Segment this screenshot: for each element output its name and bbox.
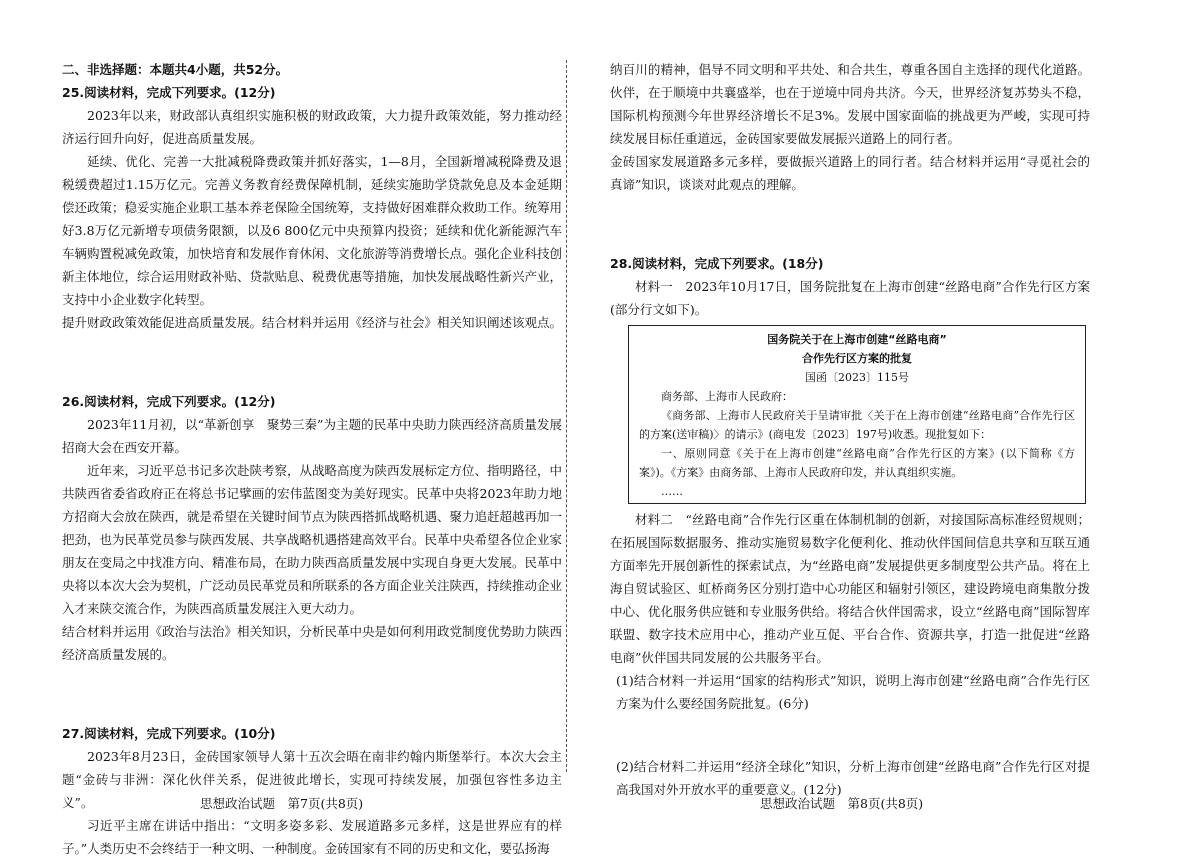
q26-question: 结合材料并运用《政治与法治》相关知识，分析民革中央是如何利用政党制度优势助力陕西经济高质量发展的。: [62, 624, 563, 662]
q27-question: 金砖国家发展道路多元多样，要做振兴道路上的同行者。结合材料并运用“寻觅社会的真谛”知识，谈谈对此观点的理解。: [610, 154, 1090, 192]
q27-paragraph-1: 2023年8月23日，金砖国家领导人第十五次会晤在南非约翰内斯堡举行。本次大会主题“金砖与非洲：深化伙伴关系，促进彼此增长，实现可持续发展，加强包容性多边主义”。: [62, 749, 562, 810]
doc-title-line-1: 国务院关于在上海市创建“丝路电商”: [767, 333, 947, 346]
q26-paragraph-1: 2023年11月初，以“革新创享 聚势三秦”为主题的民革中央助力陕西经济高质量发展招商大会在西安开幕。: [62, 417, 562, 455]
q26-title: 26.阅读材料，完成下列要求。(12分): [62, 394, 276, 409]
q27-continuation: 纳百川的精神，倡导不同文明和平共处、和合共生，尊重各国自主选择的现代化道路。伙伴，在于顺境中共襄盛举，也在于逆境中同舟共济。今天，世界经济复苏势头不稳，国际机构预测今年世界经济增长不足3%。发展中国家面临的挑战更为严峻，实现可持续发展目标任重道远，金砖国家要做发展振兴道路上的同行者。: [610, 62, 1090, 146]
doc-number: 国函〔2023〕115号: [805, 371, 909, 384]
q27-title: 27.阅读材料，完成下列要求。(10分): [62, 726, 276, 741]
footer-page-7: 思想政治试题 第7页(共8页): [200, 796, 364, 811]
official-reply-document-box: [628, 325, 1086, 504]
q28-material-1: 材料一 2023年10月17日，国务院批复在上海市创建“丝路电商”合作先行区方案(部分行文如下)。: [610, 279, 1090, 317]
q25-question: 提升财政政策效能促进高质量发展。结合材料并运用《经济与社会》相关知识阐述该观点。: [62, 315, 563, 330]
q28-question-1: (1)结合材料一并运用“国家的结构形式”知识，说明上海市创建“丝路电商”合作先行区方案为什么要经国务院批复。(6分): [616, 673, 1090, 711]
section-header: 二、非选择题：本题共4小题，共52分。: [62, 62, 289, 77]
doc-body: 《商务部、上海市人民政府关于呈请审批〈关于在上海市创建“丝路电商”合作先行区的方案(送审稿)〉的请示》(商电发〔2023〕197号)收悉。现批复如下：: [639, 409, 1075, 441]
doc-ellipsis: ……: [661, 485, 683, 498]
page-divider: [566, 60, 567, 772]
left-page-column: [62, 58, 562, 860]
q25-paragraph-2: 延续、优化、完善一大批减税降费政策并抓好落实，1—8月，全国新增减税降费及退税缓费超过1.15万亿元。完善义务教育经费保障机制，延续实施助学贷款免息及本金延期偿还政策；稳妥实施企业职工基本养老保险全国统筹，支持做好困难群众救助工作。统筹用好3.8万亿元新增专项债务限额，以及6 800亿元中央预算内投资；延续和优化新能源汽车车辆购置税减免政策，加快培育和发展作育休闲、文化旅游等消费增长点。强化企业科技创新主体地位，综合运用财政补贴、贷款贴息、税费优惠等措施，加快发展战略性新兴产业，支持中小企业数字化转型。: [62, 154, 563, 307]
doc-recipients: 商务部、上海市人民政府：: [661, 390, 793, 403]
q27-paragraph-2: 习近平主席在讲话中指出：“文明多姿多彩、发展道路多元多样，这是世界应有的样子。”人类历史不会终结于一种文明、一种制度。金砖国家有不同的历史和文化，要弘扬海: [62, 818, 562, 856]
q25-title: 25.阅读材料，完成下列要求。(12分): [62, 85, 276, 100]
doc-title-line-2: 合作先行区方案的批复: [802, 352, 912, 365]
q28-title: 28.阅读材料，完成下列要求。(18分): [610, 256, 824, 271]
doc-item-1: 一、原则同意《关于在上海市创建“丝路电商”合作先行区的方案》(以下简称《方案》)。《方案》由商务部、上海市人民政府印发，并认真组织实施。: [639, 447, 1075, 479]
q25-paragraph-1: 2023年以来，财政部认真组织实施积极的财政政策，大力提升政策效能，努力推动经济运行回升向好，促进高质量发展。: [62, 108, 562, 146]
q28-material-2: 材料二 “丝路电商”合作先行区重在体制机制的创新，对接国际高标准经贸规则；在拓展国际数据服务、推动实施贸易数字化便利化、推动伙伴国间信息共享和互联互通方面率先开展创新性的探索试点，为“丝路电商”发展提供更多制度型公共产品。将在上海自贸试验区、虹桥商务区分别打造中心功能区和辐射引领区，建设跨境电商集散分拨中心、优化服务供应链和专业服务供给。将结合伙伴国需求，设立“丝路电商”国际智库联盟、数字技术应用中心，推动产业互促、平台合作、资源共享，打造一批促进“丝路电商”伙伴国共同发展的公共服务平台。: [610, 512, 1090, 665]
q28-question-2: (2)结合材料二并运用“经济全球化”知识，分析上海市创建“丝路电商”合作先行区对提高我国对外开放水平的重要意义。(12分): [616, 759, 1090, 797]
footer-page-8: 思想政治试题 第8页(共8页): [760, 796, 924, 811]
q26-paragraph-2: 近年来，习近平总书记多次赴陕考察，从战略高度为陕西发展标定方位、指明路径，中共陕西省委省政府正在将总书记擘画的宏伟蓝图变为美好现实。民革中央将2023年助力地方招商大会放在陕西，就是希望在关键时间节点为陕西搭抓战略机遇、聚力追赶超越再加一把劲，也为民革党员参与陕西发展、共享战略机遇搭建高效平台。民革中央希望各位企业家朋友在变局之中找准方向、精准布局，在助力陕西高质量发展中实现自身更大发展。民革中央将以本次大会为契机，广泛动员民革党员和所联系的各方面企业关注陕西，持续推动企业入才来陕交流合作，为陕西高质量发展注入更大动力。: [62, 463, 563, 616]
right-page-column: [610, 58, 1090, 801]
